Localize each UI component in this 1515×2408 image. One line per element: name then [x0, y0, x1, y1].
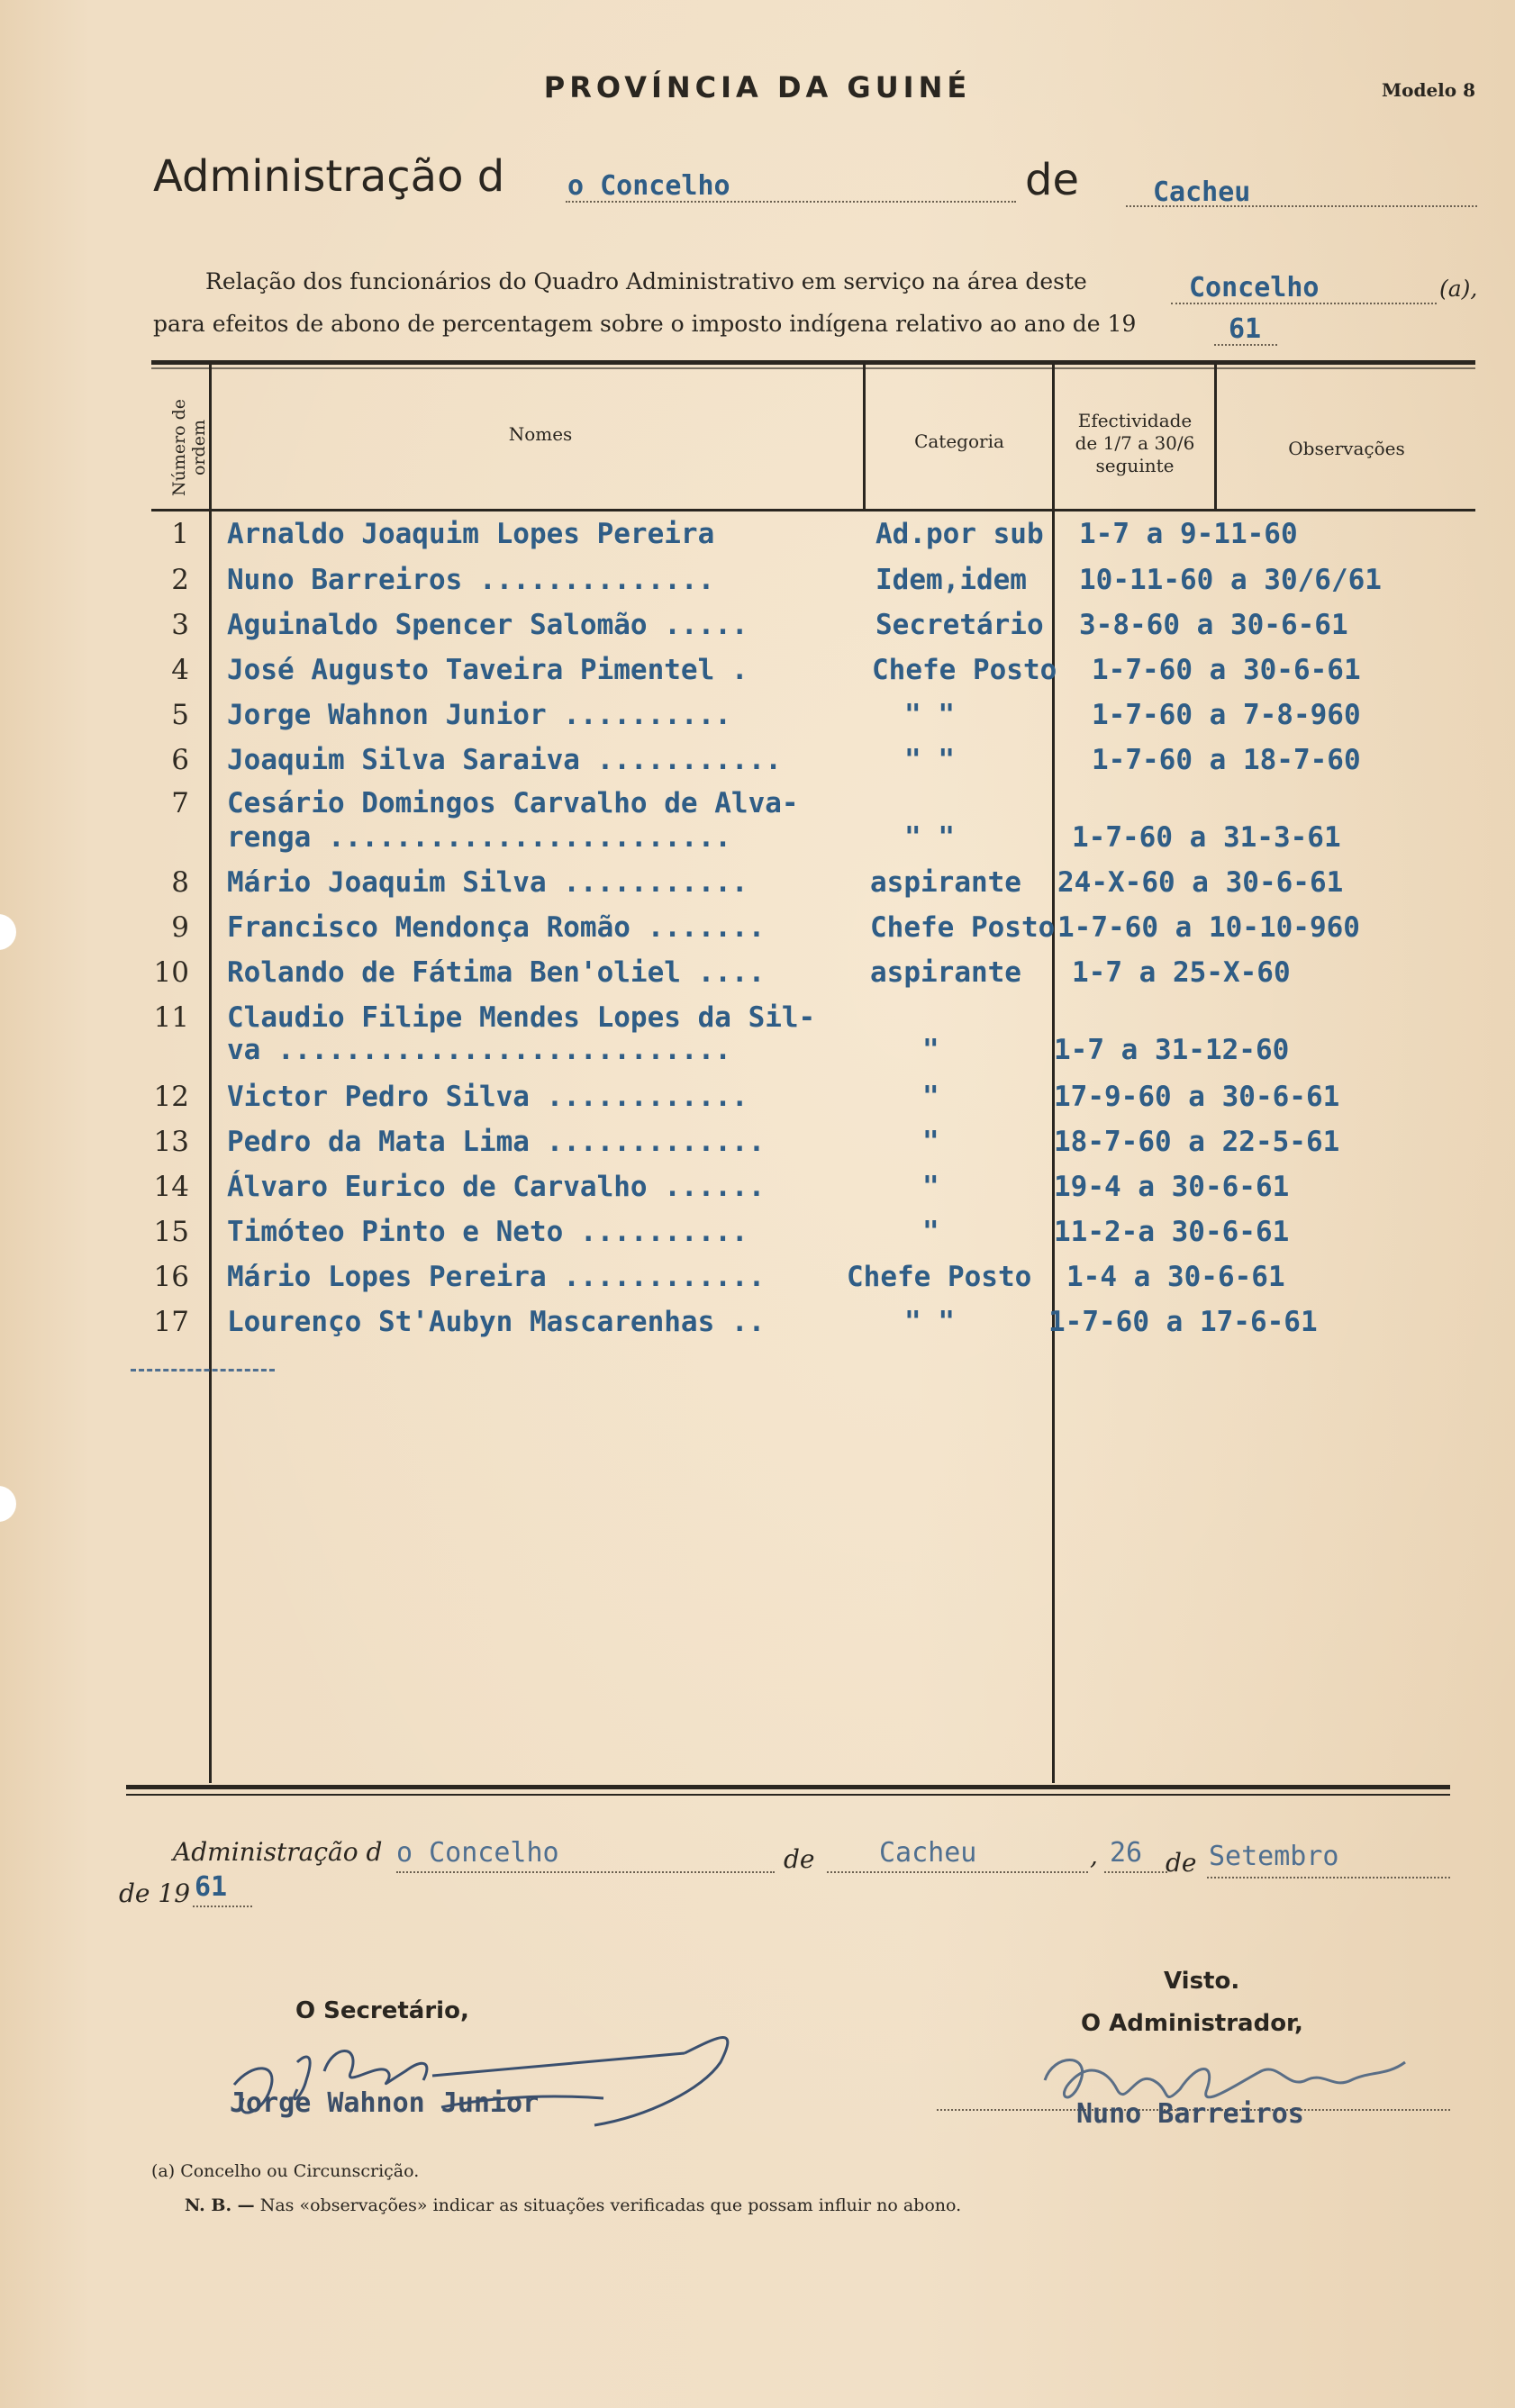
row-category: aspirante	[870, 956, 1021, 989]
intro-footnote-ref: (a),	[1439, 276, 1478, 302]
table-top-rule	[151, 360, 1475, 365]
row-name-continuation: renga ........................	[227, 821, 731, 854]
table-row	[0, 787, 1515, 868]
row-effectiveness: 24-X-60 a 30-6-61	[1057, 866, 1344, 899]
header-numero: Número de ordem	[169, 398, 209, 497]
administration-heading	[153, 151, 504, 202]
footnote-a: (a) Concelho ou Circunscrição.	[151, 2161, 420, 2181]
row-name: Jorge Wahnon Junior ..........	[227, 699, 731, 731]
administration-value: o Concelho	[567, 170, 730, 202]
row-name: José Augusto Taveira Pimentel .	[227, 654, 748, 686]
row-category: Chefe Posto	[870, 911, 1056, 944]
footer-day-field	[1104, 1837, 1167, 1873]
footer-day-value: 26	[1110, 1837, 1143, 1869]
table-row	[0, 654, 1515, 699]
row-category: Secretário	[875, 609, 1044, 641]
table-bottom-rule	[126, 1785, 1450, 1789]
table-end-mark	[131, 1369, 275, 1371]
visto-label: Visto.	[1164, 1968, 1240, 1995]
column-divider	[1214, 365, 1217, 511]
row-category: " "	[904, 821, 955, 854]
nb-note	[185, 2195, 961, 2215]
row-effectiveness: 1-7 a 9-11-60	[1079, 518, 1298, 550]
row-number: 11	[153, 1001, 189, 1034]
administrador-name: Nuno Barreiros	[1076, 2098, 1304, 2130]
row-name: Arnaldo Joaquim Lopes Pereira	[227, 518, 715, 550]
footer-admin-field	[396, 1837, 775, 1873]
row-effectiveness: 10-11-60 a 30/6/61	[1079, 564, 1382, 596]
row-effectiveness: 1-7-60 a 17-6-61	[1048, 1306, 1318, 1338]
row-name: Lourenço St'Aubyn Mascarenhas ..	[227, 1306, 766, 1338]
row-number: 14	[153, 1171, 189, 1203]
nb-label: N. B. —	[185, 2195, 255, 2215]
row-effectiveness: 1-7-60 a 10-10-960	[1057, 911, 1360, 944]
place-field	[1126, 171, 1477, 207]
place-value: Cacheu	[1153, 177, 1251, 208]
row-category: " "	[904, 1306, 955, 1338]
row-number: 3	[171, 609, 189, 641]
row-category: " "	[904, 699, 955, 731]
row-number: 9	[171, 911, 189, 944]
administrador-label: O Administrador,	[1081, 2010, 1303, 2037]
row-category: " "	[904, 744, 955, 776]
column-divider	[863, 365, 866, 511]
intro-line-2: para efeitos de abono de percentagem sobre o imposto indígena relativo ao ano de 19	[153, 311, 1137, 337]
table-top-rule-thin	[151, 367, 1475, 369]
row-number: 2	[171, 564, 189, 596]
table-row	[0, 1171, 1515, 1216]
footer-admin-prefix: Administração d	[173, 1837, 383, 1867]
intro-year-field	[1214, 313, 1277, 346]
row-number: 5	[171, 699, 189, 731]
row-name: Claudio Filipe Mendes Lopes da Sil-	[227, 1001, 816, 1034]
footer-month-value: Setembro	[1209, 1841, 1339, 1872]
row-name: Francisco Mendonça Romão .......	[227, 911, 766, 944]
footer-place-field	[827, 1837, 1088, 1873]
row-category: Idem,idem	[875, 564, 1027, 596]
intro-area-value: Concelho	[1189, 272, 1320, 303]
province-title: PROVÍNCIA DA GUINÉ	[543, 70, 972, 104]
header-categoria: Categoria	[914, 430, 1004, 452]
row-effectiveness: 3-8-60 a 30-6-61	[1079, 609, 1348, 641]
footer-place-value: Cacheu	[879, 1837, 977, 1869]
row-category: Chefe Posto	[847, 1261, 1032, 1293]
row-name: Timóteo Pinto e Neto ..........	[227, 1216, 748, 1248]
row-effectiveness: 17-9-60 a 30-6-61	[1054, 1081, 1340, 1113]
row-name: Cesário Domingos Carvalho de Alva-	[227, 787, 799, 819]
intro-area-field	[1171, 270, 1437, 304]
row-category: Ad.por sub	[875, 518, 1044, 550]
table-row	[0, 1261, 1515, 1306]
row-effectiveness: 18-7-60 a 22-5-61	[1054, 1126, 1340, 1158]
row-effectiveness: 1-7 a 31-12-60	[1054, 1034, 1290, 1066]
intro-line-1: Relação dos funcionários do Quadro Administrativo em serviço na área deste	[205, 268, 1087, 294]
intro-year-value: 61	[1229, 313, 1262, 345]
row-effectiveness: 19-4 a 30-6-61	[1054, 1171, 1290, 1203]
row-effectiveness: 1-7-60 a 7-8-960	[1092, 699, 1361, 731]
table-row	[0, 1081, 1515, 1126]
table-row	[0, 1001, 1515, 1082]
row-name: Aguinaldo Spencer Salomão .....	[227, 609, 748, 641]
row-effectiveness: 1-7 a 25-X-60	[1072, 956, 1291, 989]
row-number: 6	[171, 744, 189, 776]
footer-year-value: 61	[195, 1871, 228, 1903]
row-category: "	[922, 1034, 939, 1066]
footer-year-prefix: de 19	[119, 1878, 191, 1908]
row-effectiveness: 11-2-a 30-6-61	[1054, 1216, 1290, 1248]
row-name: Pedro da Mata Lima .............	[227, 1126, 766, 1158]
row-category: "	[922, 1171, 939, 1203]
footer-comma: ,	[1090, 1841, 1098, 1870]
row-category: Chefe Posto	[872, 654, 1057, 686]
row-number: 1	[171, 518, 189, 550]
row-name: Nuno Barreiros ..............	[227, 564, 715, 596]
table-row	[0, 1216, 1515, 1261]
row-number: 10	[153, 956, 189, 989]
table-row	[0, 1306, 1515, 1351]
row-name: Mário Lopes Pereira ............	[227, 1261, 766, 1293]
row-number: 13	[153, 1126, 189, 1158]
row-name: Victor Pedro Silva ............	[227, 1081, 748, 1113]
row-name: Rolando de Fátima Ben'oliel ....	[227, 956, 766, 989]
row-category: "	[922, 1216, 939, 1248]
header-nomes: Nomes	[508, 423, 573, 445]
table-row	[0, 564, 1515, 609]
row-number: 12	[153, 1081, 189, 1113]
footer-month-field	[1207, 1841, 1450, 1878]
table-row	[0, 518, 1515, 563]
punch-hole	[0, 1486, 16, 1522]
table-bottom-rule-thin	[126, 1794, 1450, 1796]
administration-prefix: Administração d	[153, 151, 505, 202]
row-effectiveness: 1-7-60 a 31-3-61	[1072, 821, 1341, 854]
footer-de-2: de	[1166, 1848, 1197, 1878]
row-category: "	[922, 1126, 939, 1158]
row-name: Joaquim Silva Saraiva ...........	[227, 744, 782, 776]
de-label: de	[1025, 155, 1079, 205]
table-row	[0, 911, 1515, 956]
row-effectiveness: 1-7-60 a 18-7-60	[1092, 744, 1361, 776]
secretario-name: Jorge Wahnon Junior	[230, 2087, 540, 2119]
row-category: "	[922, 1081, 939, 1113]
row-number: 17	[153, 1306, 189, 1338]
row-name-continuation: va ...........................	[227, 1034, 731, 1066]
row-category: aspirante	[870, 866, 1021, 899]
table-row	[0, 956, 1515, 1001]
row-number: 15	[153, 1216, 189, 1248]
row-number: 7	[171, 787, 189, 819]
table-row	[0, 866, 1515, 911]
table-row	[0, 1126, 1515, 1171]
row-name: Mário Joaquim Silva ...........	[227, 866, 748, 899]
footer-admin-value: o Concelho	[396, 1837, 559, 1869]
row-number: 16	[153, 1261, 189, 1293]
row-effectiveness: 1-4 a 30-6-61	[1066, 1261, 1285, 1293]
table-row	[0, 699, 1515, 744]
table-row	[0, 744, 1515, 789]
table-header-rule	[151, 509, 1475, 511]
footer-year-field	[193, 1873, 252, 1907]
nb-text: Nas «observações» indicar as situações verificadas que possam influir no abono.	[259, 2195, 962, 2215]
row-effectiveness: 1-7-60 a 30-6-61	[1092, 654, 1361, 686]
form-model-number: Modelo 8	[1381, 79, 1475, 101]
secretario-label: O Secretário,	[295, 1997, 469, 2024]
row-number: 4	[171, 654, 189, 686]
table-row	[0, 609, 1515, 654]
header-efectividade: Efectividade de 1/7 a 30/6 seguinte	[1075, 410, 1195, 476]
administration-field	[566, 167, 1016, 203]
header-observacoes: Observações	[1288, 438, 1405, 459]
secretary-signature	[216, 2008, 757, 2143]
row-name: Álvaro Eurico de Carvalho ......	[227, 1171, 766, 1203]
footer-de-1: de	[784, 1844, 815, 1874]
row-number: 8	[171, 866, 189, 899]
